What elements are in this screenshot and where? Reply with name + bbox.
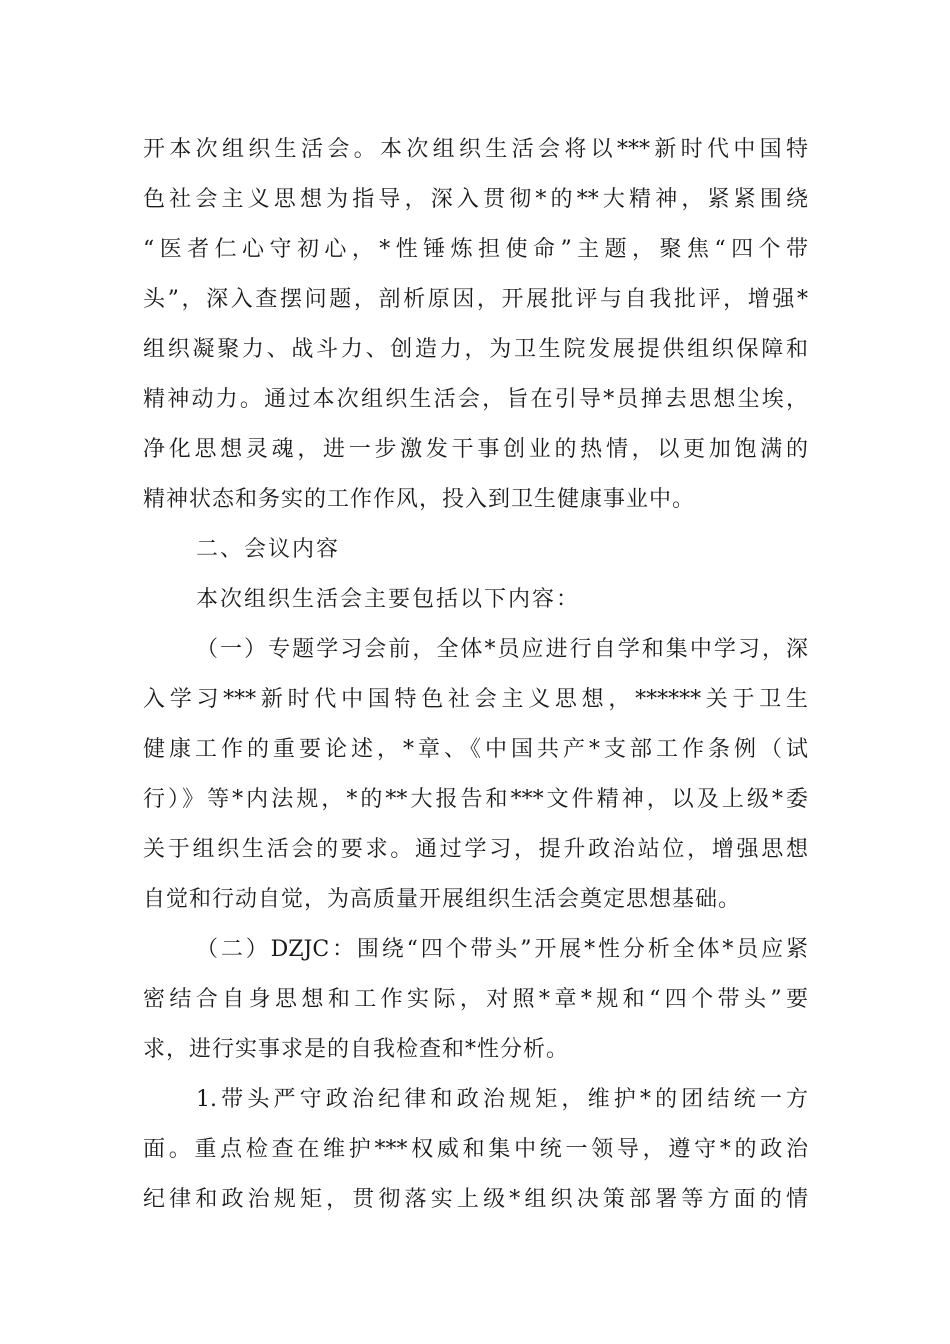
paragraph-line: 开本次组织生活会。本次组织生活会将以***新时代中国特 bbox=[143, 137, 808, 162]
section-heading: 二、会议内容 bbox=[196, 537, 341, 562]
paragraph-line: 组织凝聚力、战斗力、创造力，为卫生院发展提供组织保障和 bbox=[143, 337, 808, 362]
paragraph-line: 净化思想灵魂，进一步激发干事创业的热情，以更加饱满的 bbox=[143, 437, 808, 462]
paragraph-line: 1.带头严守政治纪律和政治规矩，维护*的团结统一方 bbox=[196, 1087, 808, 1112]
paragraph-line: 自觉和行动自觉，为高质量开展组织生活会奠定思想基础。 bbox=[143, 887, 742, 912]
paragraph-line: 精神状态和务实的工作作风，投入到卫生健康事业中。 bbox=[143, 487, 696, 512]
paragraph-line: （一）专题学习会前，全体*员应进行自学和集中学习，深 bbox=[196, 637, 808, 662]
paragraph-line: “医者仁心守初心，*性锤炼担使命”主题，聚焦“四个带 bbox=[143, 237, 808, 262]
document-body bbox=[143, 125, 808, 1225]
paragraph-line: 密结合自身思想和工作实际，对照*章*规和“四个带头”要 bbox=[143, 987, 808, 1012]
paragraph-line: 精神动力。通过本次组织生活会，旨在引导*员掸去思想尘埃， bbox=[143, 387, 808, 412]
paragraph-line: 本次组织生活会主要包括以下内容： bbox=[196, 587, 581, 612]
paragraph-line: 头”，深入查摆问题，剖析原因，开展批评与自我批评，增强* bbox=[143, 287, 808, 312]
paragraph-line: 健康工作的重要论述，*章、《中国共产*支部工作条例（试 bbox=[143, 737, 808, 762]
paragraph-line: 关于组织生活会的要求。通过学习，提升政治站位，增强思想 bbox=[143, 837, 808, 862]
paragraph-line: 纪律和政治规矩，贯彻落实上级*组织决策部署等方面的情 bbox=[143, 1187, 808, 1212]
paragraph-line: 入学习***新时代中国特色社会主义思想，******关于卫生 bbox=[143, 687, 808, 712]
paragraph-line: 求，进行实事求是的自我检查和*性分析。 bbox=[143, 1037, 570, 1062]
paragraph-line: 色社会主义思想为指导，深入贯彻*的**大精神，紧紧围绕 bbox=[143, 187, 808, 212]
paragraph-line: 面。重点检查在维护***权威和集中统一领导，遵守*的政治 bbox=[143, 1137, 808, 1162]
paragraph-line: 行）》等*内法规，*的**大报告和***文件精神，以及上级*委 bbox=[143, 787, 808, 812]
paragraph-line: （二）DZJC：围绕“四个带头”开展*性分析全体*员应紧 bbox=[196, 937, 808, 962]
